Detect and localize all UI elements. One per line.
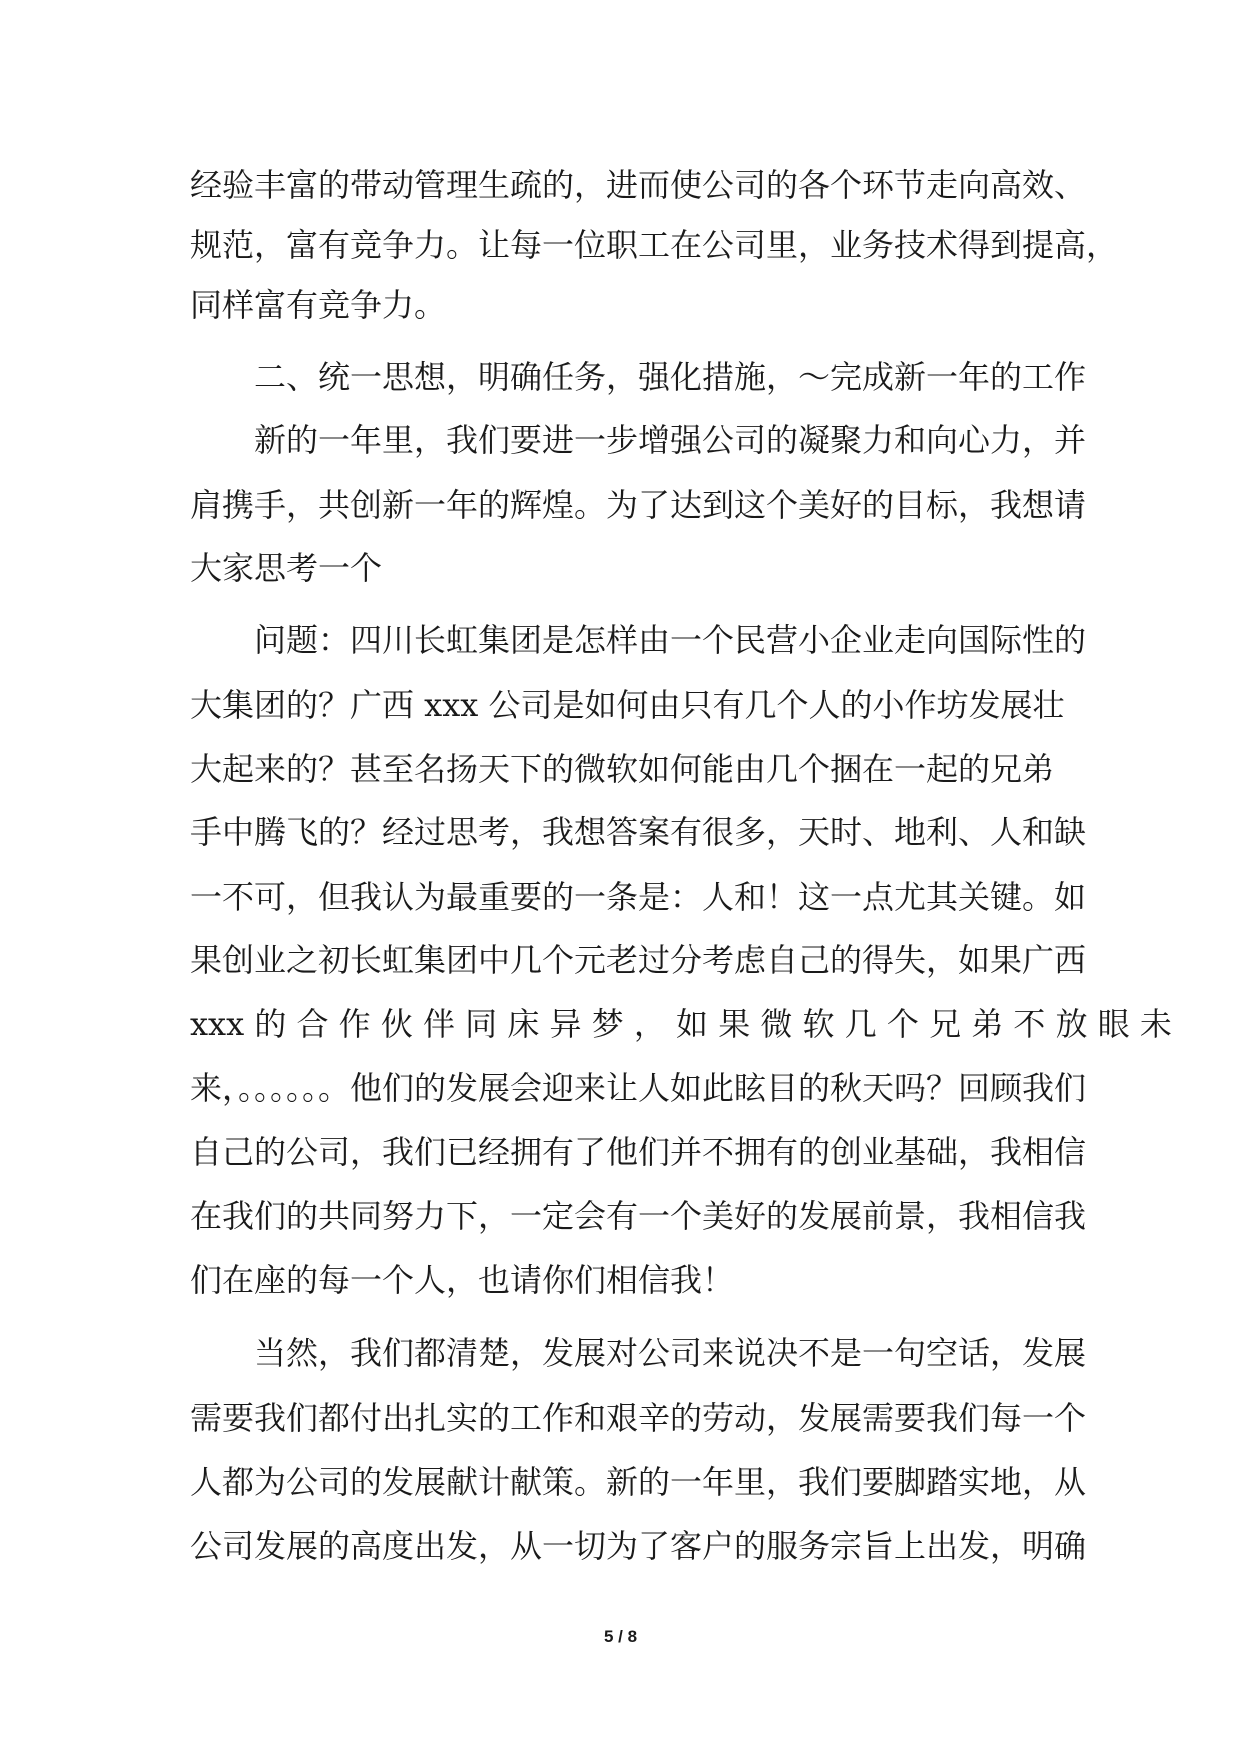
text-line: 们在座的每一个人，也请你们相信我！ (190, 1261, 735, 1299)
text-line: 来，。。。。。。他们的发展会迎来让人如此眩目的秋天吗？回顾我们 (190, 1069, 1087, 1107)
text-line: 果创业之初长虹集团中几个元老过分考虑自己的得失，如果广西 (190, 941, 1087, 979)
page-number: 5 / 8 (603, 1627, 638, 1646)
text-line: 问题：四川长虹集团是怎样由一个民营小企业走向国际性的 (254, 621, 1087, 659)
text-line: 新的一年里，我们要进一步增强公司的凝聚力和向心力，并 (254, 421, 1087, 459)
section-heading: 二、统一思想，明确任务，强化措施，～完成新一年的工作 (254, 358, 1087, 396)
text-line: 大集团的？广西 xxx 公司是如何由只有几个人的小作坊发展壮 (190, 686, 1065, 724)
text-line: 公司发展的高度出发，从一切为了客户的服务宗旨上出发，明确 (190, 1527, 1087, 1565)
text-line: 手中腾飞的？经过思考，我想答案有很多，天时、地利、人和缺 (190, 813, 1087, 851)
text-line: 大家思考一个 (190, 549, 383, 587)
text-line: 需要我们都付出扎实的工作和艰辛的劳动，发展需要我们每一个 (190, 1399, 1087, 1437)
text-line: 人都为公司的发展献计献策。新的一年里，我们要脚踏实地，从 (190, 1463, 1087, 1501)
text-line: 肩携手，共创新一年的辉煌。为了达到这个美好的目标，我想请 (190, 486, 1087, 524)
text-line: 规范，富有竞争力。让每一位职工在公司里，业务技术得到提高， (190, 226, 1119, 264)
text-line: 大起来的？甚至名扬天下的微软如何能由几个捆在一起的兄弟 (190, 750, 1055, 788)
text-line: 一不可，但我认为最重要的一条是：人和！这一点尤其关键。如 (190, 878, 1087, 916)
text-line: 自己的公司，我们已经拥有了他们并不拥有的创业基础，我相信 (190, 1133, 1087, 1171)
text-line: 同样富有竞争力。 (190, 286, 447, 324)
text-line: 在我们的共同努力下，一定会有一个美好的发展前景，我相信我 (190, 1197, 1087, 1235)
text-line: 当然，我们都清楚，发展对公司来说决不是一句空话，发展 (254, 1334, 1087, 1372)
text-line: xxx 的 合 作 伙 伴 同 床 异 梦 ， 如 果 微 软 几 个 兄 弟 不 放 眼 未 (190, 1005, 1172, 1043)
text-line: 经验丰富的带动管理生疏的，进而使公司的各个环节走向高效、 (190, 166, 1087, 204)
